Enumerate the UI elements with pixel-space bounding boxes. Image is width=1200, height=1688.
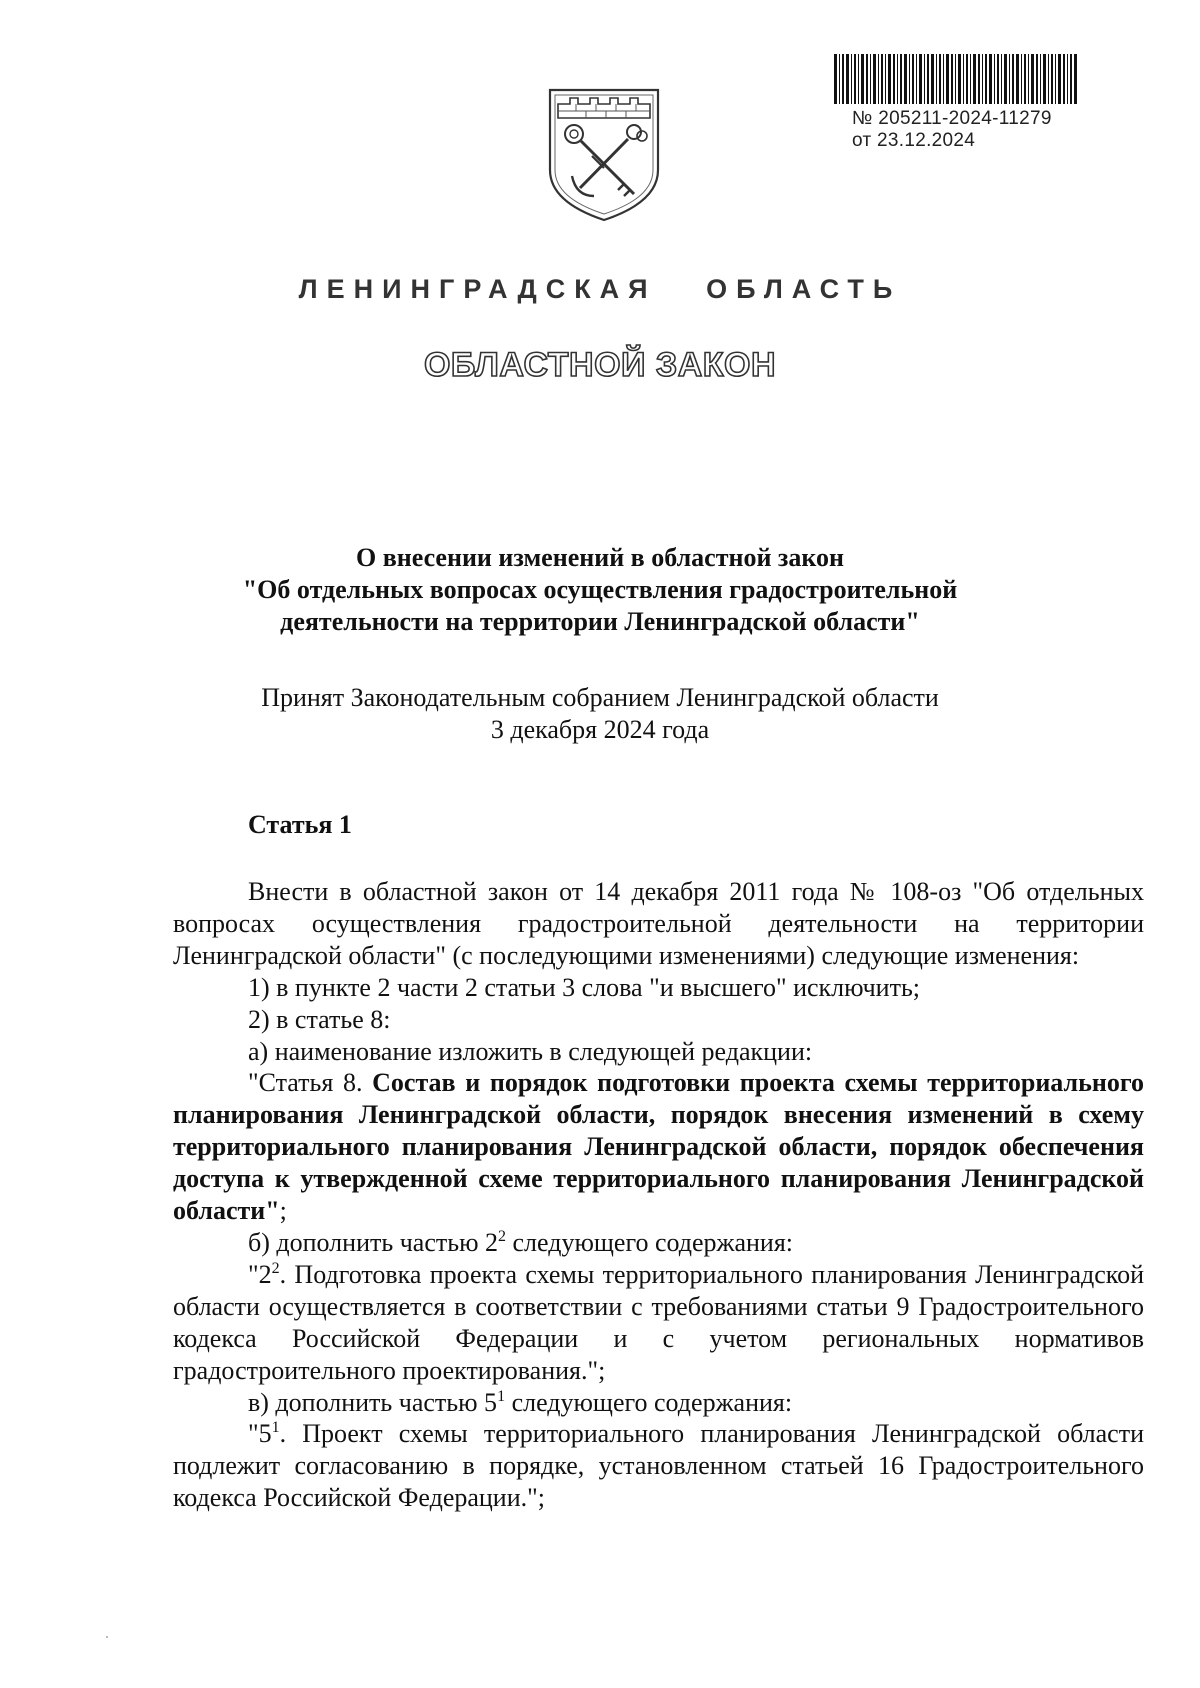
- paragraph: 1) в пункте 2 части 2 статьи 3 слова "и высшего" исключить;: [248, 972, 921, 1002]
- text-segment: . Проект схемы территориального планирования Ленинградской области подлежит согласованию в порядке, установленном статьей 16 Градостроительного кодекса Российской Федерации.";: [173, 1419, 1144, 1513]
- superscript: 2: [271, 1259, 280, 1277]
- text-segment: следующего содержания:: [506, 1227, 794, 1257]
- text-segment: "5: [248, 1419, 272, 1449]
- superscript: 1: [271, 1419, 280, 1437]
- region-heading: ЛЕНИНГРАДСКАЯ ОБЛАСТЬ: [298, 274, 902, 304]
- scan-speck: [106, 1636, 108, 1638]
- paragraph: а) наименование изложить в следующей редакции:: [248, 1036, 813, 1066]
- paragraph: [173, 1387, 1144, 1419]
- paragraph-prefix: "Статья 8.: [248, 1068, 373, 1098]
- text-segment: . Подготовка проекта схемы территориального планирования Ленинградской области осуществляется в соответствии с требованиями статьи 9 Градостроительного кодекса Российской Федерации и с учетом региональных нормативов градостроительного проектирования.";: [173, 1259, 1144, 1385]
- paragraph: Внести в областной закон от 14 декабря 2011 года № 108-оз "Об отдельных вопросах осуществления градостроительной деятельности на территории Ленинградской области" (с последующими изменениями) следующие изменения:: [173, 877, 1144, 970]
- document-type-heading: ОБЛАСТНОЙ ЗАКОН: [423, 346, 777, 384]
- text-segment: в) дополнить частью 5: [248, 1387, 498, 1417]
- paragraph: [173, 1067, 1144, 1227]
- superscript: 1: [497, 1387, 506, 1405]
- text-segment: следующего содержания:: [505, 1387, 793, 1417]
- registration-number: № 205211-2024-11279: [852, 108, 1052, 129]
- paragraph-suffix: ;: [279, 1196, 287, 1226]
- adoption-date: 3 декабря 2024 года: [490, 715, 710, 744]
- superscript: 2: [498, 1227, 507, 1245]
- adoption-note: [0, 682, 1200, 746]
- law-title-line: О внесении изменений в областной закон: [355, 543, 845, 572]
- text-segment: б) дополнить частью 2: [248, 1227, 499, 1257]
- article-body: [173, 876, 1144, 1514]
- paragraph: 2) в статье 8:: [248, 1004, 391, 1034]
- article-8-new-title: Состав и порядок подготовки проекта схемы территориального планирования Ленинградской области, порядок внесения изменений в схему территориального планирования Ленинградской области, порядок обеспечения доступа к утвержденной схеме территориального планирования Ленинградской области": [173, 1068, 1145, 1226]
- registration-date: от 23.12.2024: [852, 130, 976, 151]
- registration-block: [852, 108, 1052, 152]
- barcode-icon: [834, 54, 1078, 104]
- law-title-line: "Об отдельных вопросах осуществления градостроительной: [242, 575, 958, 604]
- law-title: [0, 542, 1200, 638]
- law-title-line: деятельности на территории Ленинградской области": [280, 607, 920, 636]
- paragraph: [173, 1259, 1144, 1387]
- adoption-line: Принят Законодательным собранием Ленинградской области: [261, 683, 939, 712]
- article-heading: Статья 1: [248, 810, 352, 839]
- coat-of-arms-emblem: [546, 84, 662, 224]
- paragraph: [173, 1227, 1144, 1259]
- text-segment: "2: [248, 1259, 272, 1289]
- paragraph: [173, 1418, 1144, 1514]
